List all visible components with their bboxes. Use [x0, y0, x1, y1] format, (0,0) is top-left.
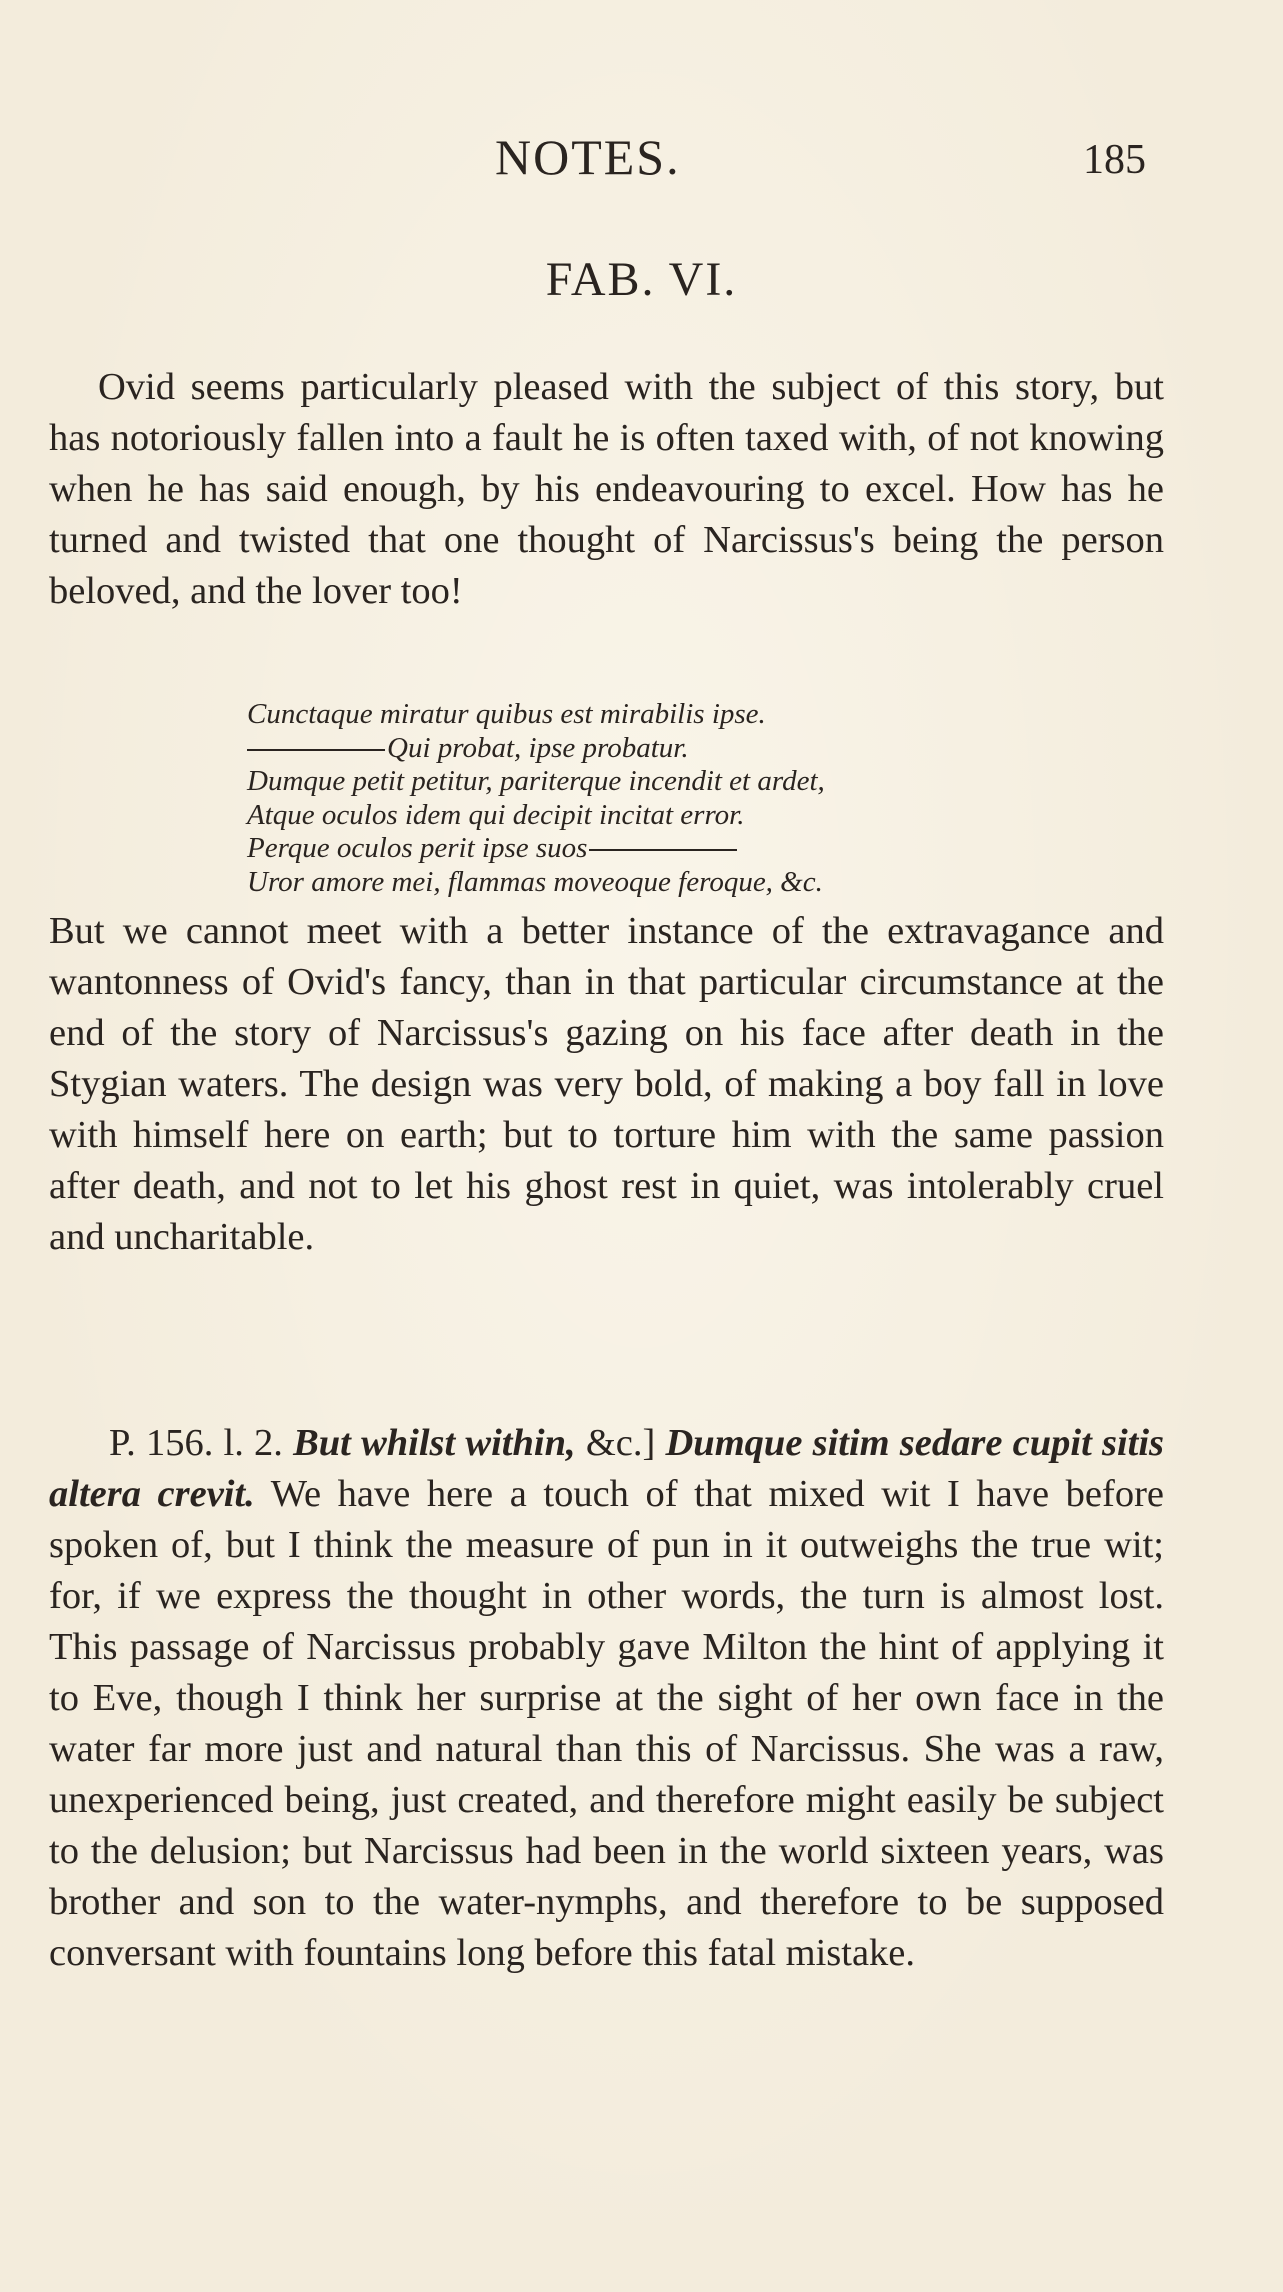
quote-line: Uror amore mei, flammas moveoque feroque, &c. [247, 865, 823, 898]
quote-line [247, 832, 1047, 866]
latin-citation: Dumque sitim sedare cupit sitis altera crevit. [49, 1422, 1165, 1515]
latin-quotation [247, 698, 1047, 899]
note-text: We have here a touch of that mixed wit I have before spoken of, but I think the measure of pun in it outweighs the true wit; for, if we express the thought in other words, the turn is almost lost. This passage of Narcissus probably gave Milton the hint of applying it to Eve, though I think her surprise at the sight of her own face in the water far more just and natural than this of Narcissus. She was a raw, unexperienced being, just created, and therefore might easily be subject to the delusion; but Narcissus had been in the world sixteen years, was brother and son to the water-nymphs, and therefore to be supposed conversant with fountains long before this fatal mistake. [49, 1473, 1164, 1974]
quote-dash [247, 749, 385, 751]
running-title: NOTES. [495, 129, 681, 185]
paragraph-intro: Ovid seems particularly pleased with the subject of this story, but has notoriously fallen into a fault he is often taxed with, of not knowing when he has said enough, by his endeavouring to excel. How has he turned and twisted that one thought of Narcissus's being the person beloved, and the lover too! [49, 366, 1164, 612]
quote-line: Dumque petit petitur, pariterque incendit et ardet, [247, 765, 825, 797]
section-heading: FAB. VI. [545, 253, 738, 306]
page-number: 185 [1083, 137, 1146, 183]
running-head [0, 128, 1283, 188]
quote-line: Cunctaque miratur quibus est mirabilis ipse. [247, 698, 766, 730]
quote-line-text: Perque oculos perit ipse suos [247, 832, 588, 864]
quote-line-text: Qui probat, ipse probatur. [387, 731, 689, 764]
paragraph-extravagance: But we cannot meet with a better instance of the extravagance and wantonness of Ovid's fancy, than in that particular circumstance at the end of the story of Narcissus's gazing on his face after death in the Stygian waters. The design was very bold, of making a boy fall in love with himself here on earth; but to torture him with the same passion after death, and not to let his ghost rest in quiet, was intolerably cruel and uncharitable. [49, 910, 1164, 1258]
quote-dash [589, 849, 737, 851]
note-reference: P. 156. l. 2. [109, 1422, 283, 1464]
paragraph-note-p156 [49, 1418, 1164, 1979]
quote-line [247, 732, 1047, 766]
note-lemma-etc: &c.] [585, 1422, 656, 1464]
note-lemma: But whilst within, [293, 1422, 576, 1464]
quote-line: Atque oculos idem qui decipit incitat error. [247, 798, 745, 831]
